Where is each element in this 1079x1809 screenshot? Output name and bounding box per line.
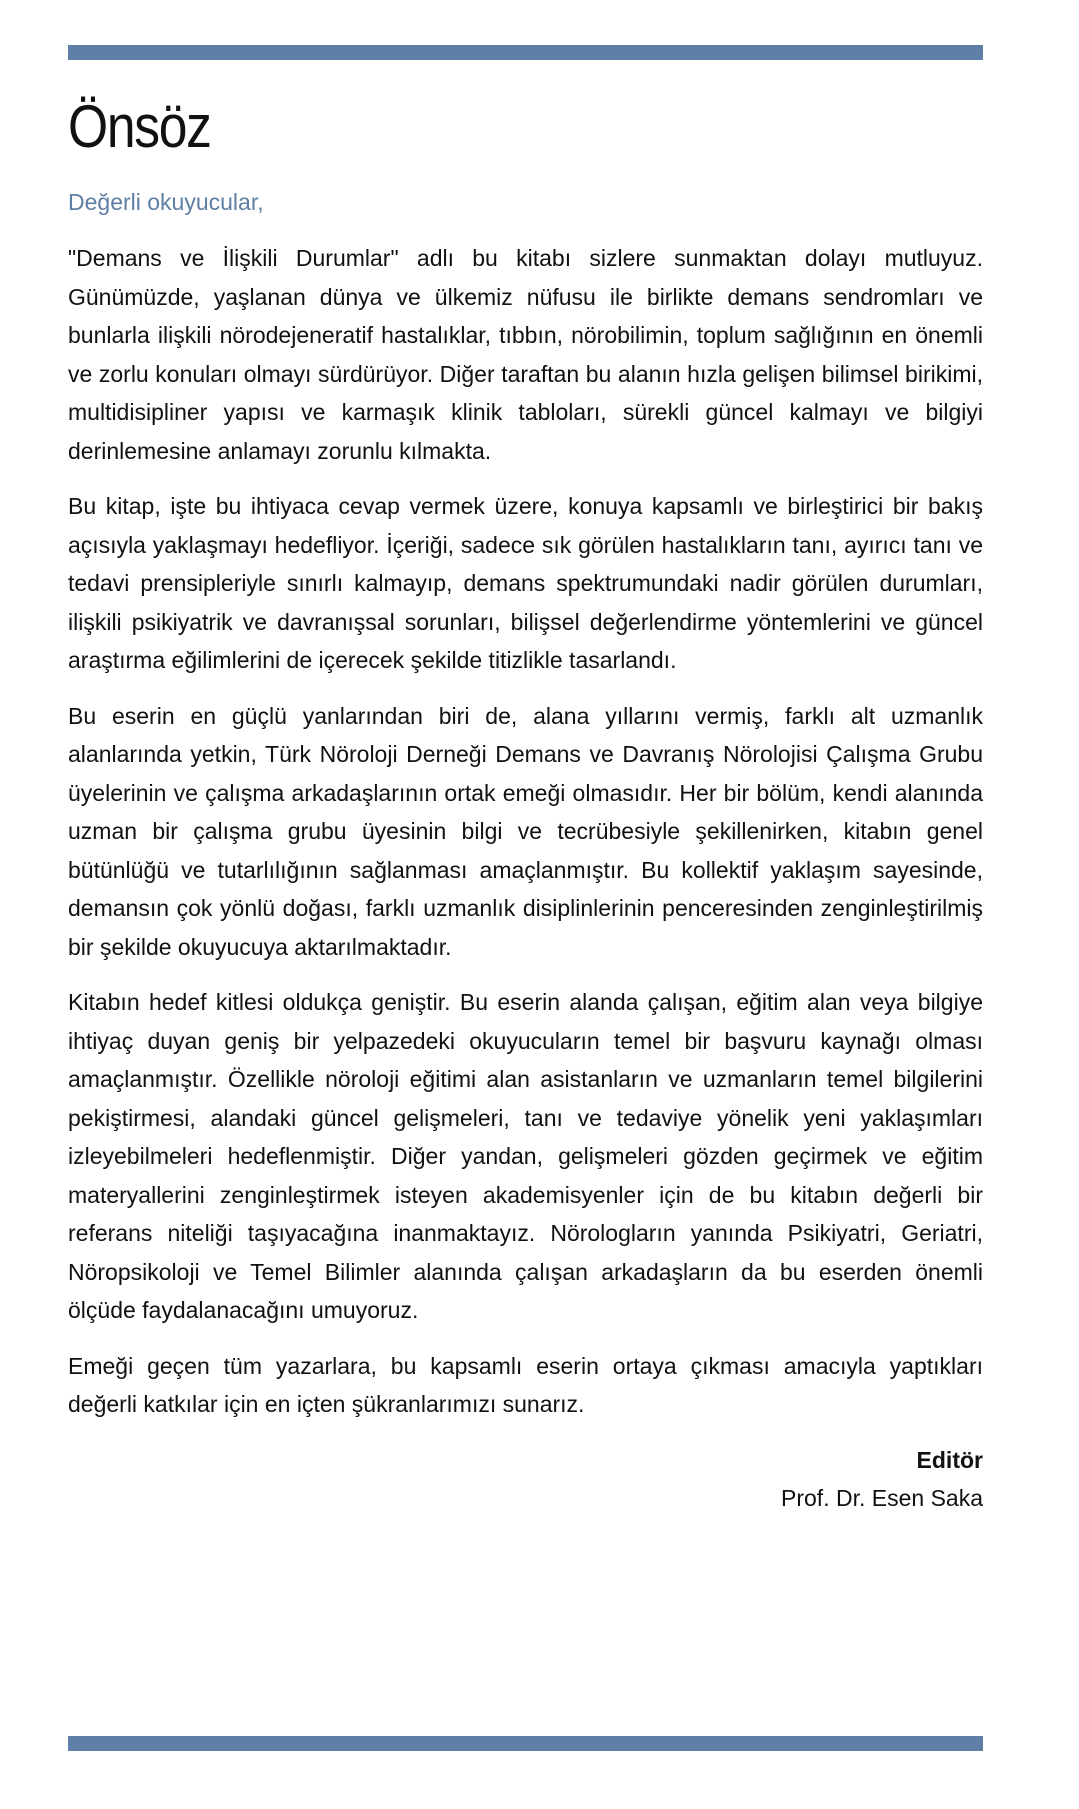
preface-page bbox=[68, 45, 983, 1517]
page-title: Önsöz bbox=[68, 93, 211, 160]
paragraph: Emeği geçen tüm yazarlara, bu kapsamlı eserin ortaya çıkması amacıyla yaptıkları değerli katkılar için en içten şükranlarımızı sunarız. bbox=[68, 1352, 983, 1417]
bottom-divider-bar bbox=[68, 1736, 983, 1751]
preface-body bbox=[68, 239, 983, 1424]
salutation: Değerli okuyucular, bbox=[68, 189, 264, 215]
paragraph: "Demans ve İlişkili Durumlar" adlı bu kitabı sizlere sunmaktan dolayı mutluyuz. Günümüzde, yaşlanan dünya ve ülkemiz nüfusu ile birlikte demans sendromları ve bunlarla ilişkili nörodejeneratif hastalıklar, tıbbın, nörobilimin, toplum sağlığının en önemli ve zorlu konuları olmayı sürdürüyor. Diğer taraftan bu alanın hızla gelişen bilimsel birikimi, multidisipliner yapısı ve karmaşık klinik tabloları, sürekli güncel kalmayı ve bilgiyi derinlemesine anlamayı zorunlu kılmakta. bbox=[68, 245, 983, 464]
signature-name: Prof. Dr. Esen Saka bbox=[781, 1484, 983, 1511]
paragraph: Kitabın hedef kitlesi oldukça geniştir. Bu eserin alanda çalışan, eğitim alan veya bilgiye ihtiyaç duyan geniş bir yelpazedeki okuyucuların temel bir başvuru kaynağı olması amaçlanmıştır. Özellikle nöroloji eğitimi alan asistanların ve uzmanların temel bilgilerini pekiştirmesi, alandaki güncel gelişmeleri, tanı ve tedaviye yönelik yeni yaklaşımları izleyebilmeleri hedeflenmiştir. Diğer yandan, gelişmeleri gözden geçirmek ve eğitim materyallerini zenginleştirmek isteyen akademisyenler için de bu kitabın değerli bir referans niteliği taşıyacağına inanmaktayız. Nörologların yanında Psikiyatri, Geriatri, Nöropsikoloji ve Temel Bilimler alanında çalışan arkadaşların da bu eserden önemli ölçüde faydalanacağını umuyoruz. bbox=[68, 989, 983, 1323]
signature-block bbox=[68, 1441, 983, 1517]
signature-role: Editör bbox=[916, 1446, 983, 1473]
paragraph: Bu kitap, işte bu ihtiyaca cevap vermek üzere, konuya kapsamlı ve birleştirici bir bakış açısıyla yaklaşmayı hedefliyor. İçeriği, sadece sık görülen hastalıkların tanı, ayırıcı tanı ve tedavi prensipleriyle sınırlı kalmayıp, demans spektrumundaki nadir görülen durumları, ilişkili psikiyatrik ve davranışsal sorunları, bilişsel değerlendirme yöntemlerini ve güncel araştırma eğilimlerini de içerecek şekilde titizlikle tasarlandı. bbox=[68, 493, 983, 673]
paragraph: Bu eserin en güçlü yanlarından biri de, alana yıllarını vermiş, farklı alt uzmanlık alanlarında yetkin, Türk Nöroloji Derneği Demans ve Davranış Nörolojisi Çalışma Grubu üyelerinin ve çalışma arkadaşlarının ortak emeği olmasıdır. Her bir bölüm, kendi alanında uzman bir çalışma grubu üyesinin bilgi ve tecrübesiyle şekillenirken, kitabın genel bütünlüğü ve tutarlılığının sağlanması amaçlanmıştır. Bu kollektif yaklaşım sayesinde, demansın çok yönlü doğası, farklı uzmanlık disiplinlerinin penceresinden zenginleştirilmiş bir şekilde okuyucuya aktarılmaktadır. bbox=[68, 702, 983, 960]
top-divider-bar bbox=[68, 45, 983, 60]
